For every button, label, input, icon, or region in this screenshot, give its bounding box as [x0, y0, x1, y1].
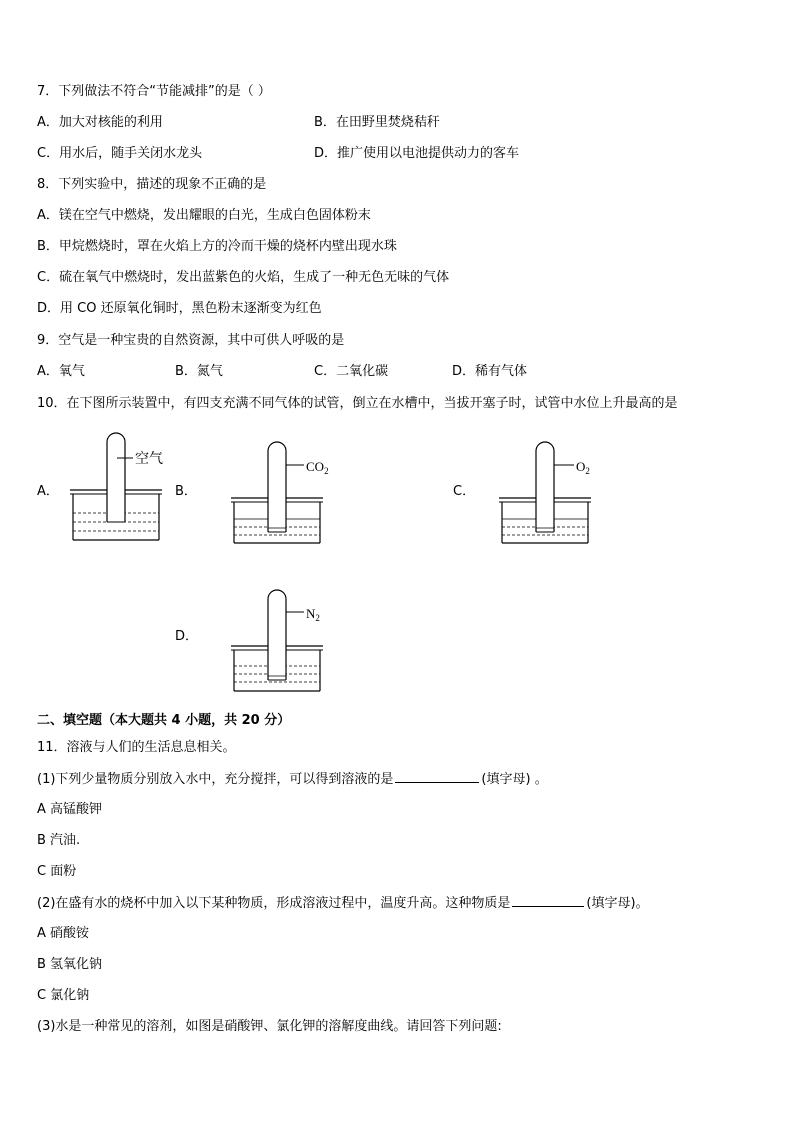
q7-option-b: B．在田野里焚烧秸秆	[314, 115, 440, 130]
q11-part2-text: (2)在盛有水的烧杯中加入以下某种物质，形成溶液过程中，温度升高。这种物质是	[37, 896, 511, 911]
q8-option-c: C．硫在氧气中燃烧时，发出蓝紫色的火焰，生成了一种无色无味的气体	[37, 270, 450, 285]
q10-stem: 10．在下图所示装置中，有四支充满不同气体的试管，倒立在水槽中，当拔开塞子时，试管中水位上升最高的是	[37, 396, 678, 411]
apparatus-a-diagram	[60, 425, 180, 550]
apparatus-d-gas-subscript: 2	[315, 613, 320, 623]
q7-option-a: A．加大对核能的利用	[37, 115, 163, 130]
apparatus-c-gas-label: O	[576, 459, 586, 474]
q8-option-a: A．镁在空气中燃烧，发出耀眼的白光，生成白色固体粉末	[37, 208, 371, 223]
q7-option-c: C．用水后，随手关闭水龙头	[37, 146, 203, 161]
q11-part2-option-c: C 氯化钠	[37, 988, 90, 1003]
q11-part1-option-a: A 高锰酸钾	[37, 802, 103, 817]
apparatus-a-gas-label: 空气	[135, 452, 163, 467]
q11-part2	[37, 893, 649, 914]
q11-part1-suffix: (填字母) 。	[481, 772, 548, 787]
apparatus-b-gas-label: CO	[306, 459, 325, 474]
q11-part1-answer-blank[interactable]	[395, 769, 479, 783]
q10-label-a: A．	[37, 484, 59, 499]
q11-part2-suffix: (填字母)。	[586, 896, 649, 911]
q9-option-b: B．氮气	[175, 364, 223, 379]
apparatus-d-diagram	[225, 583, 345, 698]
q11-part1-option-c: C 面粉	[37, 864, 77, 879]
q11-part2-option-b: B 氢氧化钠	[37, 957, 103, 972]
q8-stem: 8．下列实验中，描述的现象不正确的是	[37, 177, 267, 192]
apparatus-b-gas-subscript: 2	[324, 466, 329, 476]
apparatus-c-diagram	[493, 435, 613, 550]
q9-stem: 9．空气是一种宝贵的自然资源，其中可供人呼吸的是	[37, 333, 345, 348]
q11-part3: (3)水是一种常见的溶剂，如图是硝酸钾、氯化钾的溶解度曲线。请回答下列问题:	[37, 1019, 502, 1034]
q7-option-d: D．推广使用以电池提供动力的客车	[314, 146, 520, 161]
apparatus-b-diagram	[225, 435, 345, 550]
q11-part1-text: (1)下列少量物质分别放入水中，充分搅拌，可以得到溶液的是	[37, 772, 394, 787]
q9-option-d: D．稀有气体	[452, 364, 528, 379]
q9-option-a: A．氧气	[37, 364, 85, 379]
q10-label-d: D．	[175, 629, 199, 644]
q11-stem: 11．溶液与人们的生活息息相关。	[37, 740, 236, 755]
q11-part1	[37, 769, 548, 790]
q9-option-c: C．二氧化碳	[314, 364, 389, 379]
q11-part1-option-b: B 汽油.	[37, 833, 81, 848]
q11-part2-option-a: A 硝酸铵	[37, 926, 90, 941]
apparatus-d-gas-label: N	[306, 606, 316, 621]
q10-label-c: C．	[453, 484, 476, 499]
q8-option-d: D．用 CO 还原氧化铜时，黑色粉末逐渐变为红色	[37, 301, 322, 316]
svg-text:O2	[576, 459, 590, 476]
q11-part2-answer-blank[interactable]	[512, 893, 584, 907]
q8-option-b: B．甲烷燃烧时，罩在火焰上方的冷而干燥的烧杯内壁出现水珠	[37, 239, 397, 254]
svg-text:CO2	[306, 459, 329, 476]
section-title: 二、填空题（本大题共 4 小题，共 20 分）	[37, 713, 291, 728]
apparatus-c-gas-subscript: 2	[585, 466, 590, 476]
q10-label-b: B．	[175, 484, 197, 499]
q7-stem: 7．下列做法不符合“节能减排”的是（ ）	[37, 84, 271, 99]
svg-text:N2	[306, 606, 320, 623]
